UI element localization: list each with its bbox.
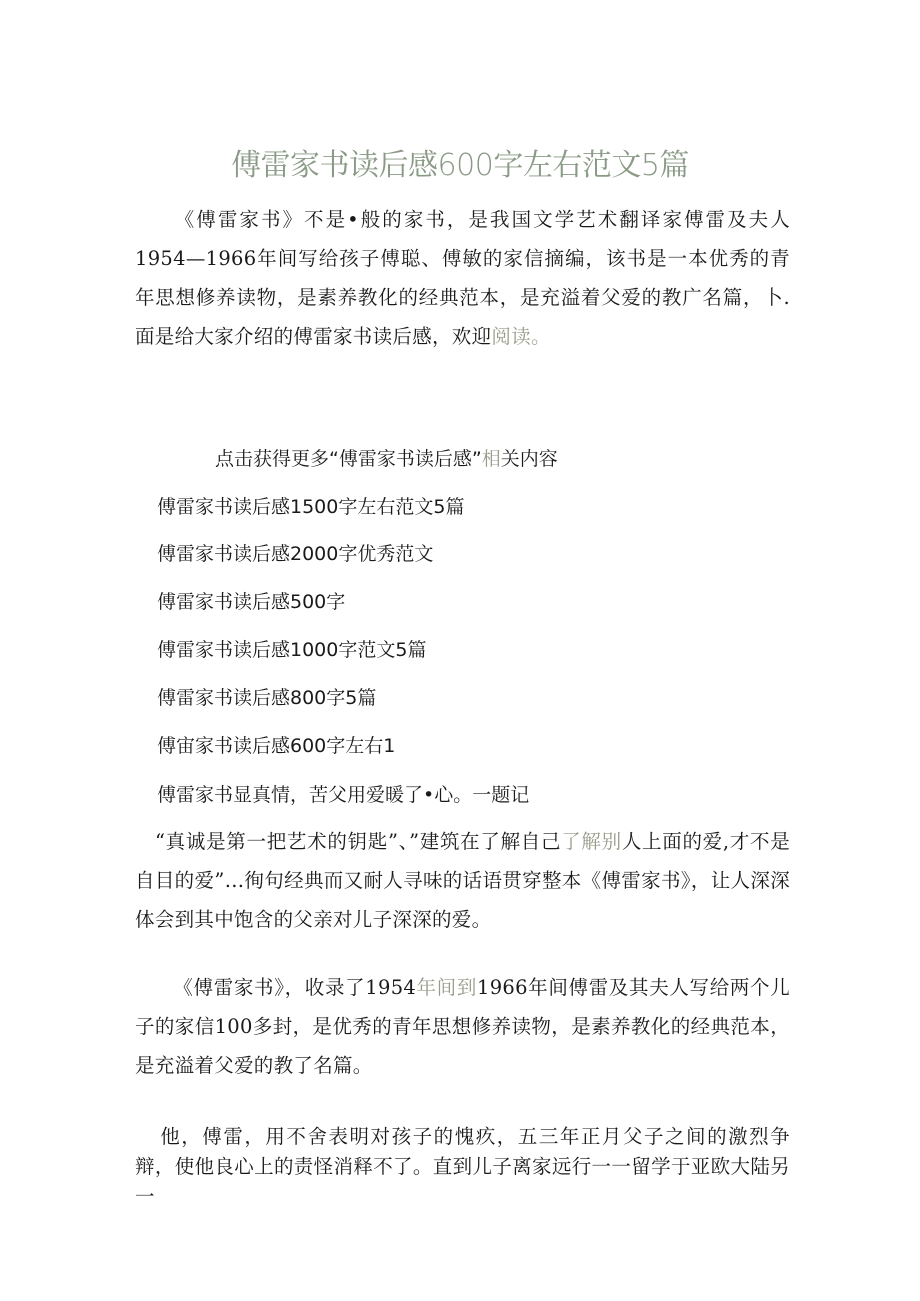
para2-a: 《傅雷家书》，收录了1954 [173,976,417,999]
related-prefix: 点击获得更多“傅雷家书读后感” [215,448,482,470]
related-article-link[interactable]: 傅雷家书读后感1500字左右范文5篇 [157,496,465,518]
related-article-link[interactable]: 傅雷家书读后感500字 [157,591,346,613]
read-link[interactable]: 阅读。 [491,325,551,348]
page-title: 傅雷家书读后感600字左右范文5篇 [231,148,689,183]
para2-c: 1966年间傅雷及其夫人写给两个儿子的家信100多封，是优秀的青年思想修养读物，是素养教化的经典范本，是充溢着父爱的教了名篇。 [135,976,790,1077]
paragraph-2 [135,968,790,1085]
paragraph-3 [135,1122,790,1212]
para2-link[interactable]: 年间到 [416,976,477,999]
related-article-link[interactable]: 傅宙家书读后感600字左右1 [157,735,396,757]
para1-c: 人上面的爱,才不是自目的爱”…徇句经典而又耐人寻味的话语贯穿整本《傅雷家书》，让人深深体会到其中饱含的父亲对儿子深深的爱。 [135,830,790,931]
related-content-line [215,444,558,471]
intro-paragraph [135,200,790,356]
subtitle: 傅雷家书显真情，苦父用爱暖了•心。一题记 [157,784,530,806]
related-link[interactable]: 相 [481,448,501,470]
related-article-link[interactable]: 傅雷家书读后感2000字优秀范文 [157,543,434,565]
related-article-link[interactable]: 傅雷家书读后感800字5篇 [157,687,377,709]
para1-link[interactable]: 了解别 [561,830,622,853]
para1-a: “真诚是第一把艺术的钥匙”、”建筑在了解自己 [155,830,562,853]
related-article-link[interactable]: 傅雷家书读后感1000字范文5篇 [157,639,427,661]
related-suffix: 关内容 [500,448,558,470]
paragraph-1 [135,822,790,939]
para3-text: 他，傅雷，用不舍表明对孩子的愧疚，五三年正月父子之间的激烈争辩，使他良心上的责怪消释不了。直到儿子离家远行一一留学于亚欧大陆另一 [135,1125,790,1208]
intro-text: 《傅雷家书》不是•般的家书，是我国文学艺术翻译家傅雷及夫人1954—1966年间写给孩子傅聪、傅敏的家信摘编，该书是一本优秀的青年思想修养读物，是素养教化的经典范本，是充溢着父爱的教广名篇，卜.面是给大家介绍的傅雷家书读后感，欢迎 [135,208,790,348]
